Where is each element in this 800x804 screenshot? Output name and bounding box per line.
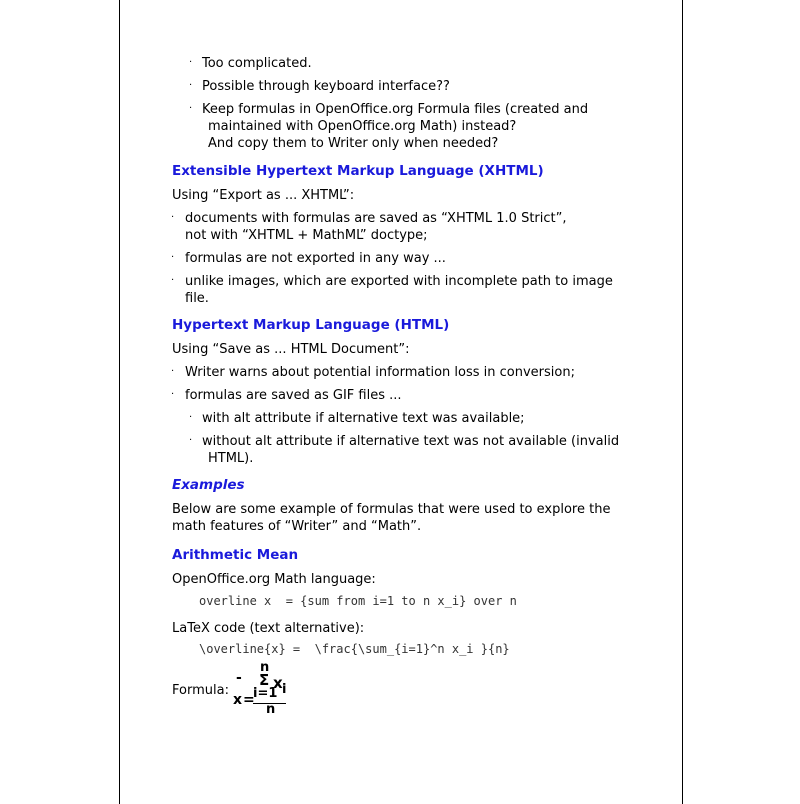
formula-xi: x: [273, 674, 283, 692]
formula-image: [232, 660, 302, 718]
examples-text: math features of “Writer” and “Math”.: [172, 519, 422, 534]
sub-bullet-text: without alt attribute if alternative text was not available (invalid: [202, 434, 620, 449]
bullet-dot: ·: [189, 57, 193, 68]
sub-bullet-text: Too complicated.: [202, 56, 312, 71]
overline-mark: -: [236, 670, 242, 686]
formula-equals: =: [243, 692, 255, 708]
bullet-dot: ·: [189, 412, 193, 423]
sub-bullet-text: And copy them to Writer only when needed?: [208, 136, 499, 151]
xhtml-heading: Extensible Hypertext Markup Language (XHTML): [172, 163, 544, 179]
bullet-dot: ·: [189, 103, 193, 114]
latex-label: LaTeX code (text alternative):: [172, 621, 365, 636]
html-intro: Using “Save as ... HTML Document”:: [172, 342, 410, 357]
bullet-dot: ·: [171, 252, 175, 263]
sub-bullet-text: HTML).: [208, 451, 254, 466]
xhtml-intro: Using “Export as ... XHTML”:: [172, 188, 355, 203]
html-heading: Hypertext Markup Language (HTML): [172, 317, 450, 333]
bullet-text: file.: [185, 291, 209, 306]
formula-i-sub: i: [282, 682, 287, 697]
bullet-dot: ·: [171, 212, 175, 223]
bullet-dot: ·: [189, 80, 193, 91]
sigma-icon: Σ: [259, 671, 270, 689]
ooo-label: OpenOffice.org Math language:: [172, 572, 376, 587]
ooo-code: overline x = {sum from i=1 to n x_i} over n: [199, 594, 517, 608]
arithmetic-mean-heading: Arithmetic Mean: [172, 547, 299, 563]
formula-n-top: n: [260, 660, 270, 675]
bullet-dot: ·: [171, 275, 175, 286]
formula-x: x: [233, 692, 243, 708]
examples-heading: Examples: [172, 477, 245, 493]
bullet-dot: ·: [189, 435, 193, 446]
formula-label: Formula:: [172, 683, 229, 698]
sub-bullet-text: with alt attribute if alternative text was available;: [202, 411, 525, 426]
sub-bullet-text: Keep formulas in OpenOffice.org Formula files (created and: [202, 102, 589, 117]
bullet-dot: ·: [171, 389, 175, 400]
bullet-text: Writer warns about potential information loss in conversion;: [185, 365, 575, 380]
bullet-text: documents with formulas are saved as “XHTML 1.0 Strict”,: [185, 211, 567, 226]
sub-bullet-text: maintained with OpenOffice.org Math) instead?: [208, 119, 517, 134]
bullet-text: not with “XHTML + MathML” doctype;: [185, 228, 428, 243]
formula-i-eq-1: i=1: [253, 686, 278, 701]
bullet-dot: ·: [171, 366, 175, 377]
latex-code: \overline{x} = \frac{\sum_{i=1}^n x_i }{n}: [199, 642, 510, 656]
examples-text: Below are some example of formulas that were used to explore the: [172, 502, 611, 517]
sub-bullet-text: Possible through keyboard interface??: [202, 79, 450, 94]
bullet-text: formulas are saved as GIF files ...: [185, 388, 402, 403]
formula-n-bottom: n: [266, 702, 276, 717]
bullet-text: formulas are not exported in any way ...: [185, 251, 446, 266]
bullet-text: unlike images, which are exported with incomplete path to image: [185, 274, 613, 289]
